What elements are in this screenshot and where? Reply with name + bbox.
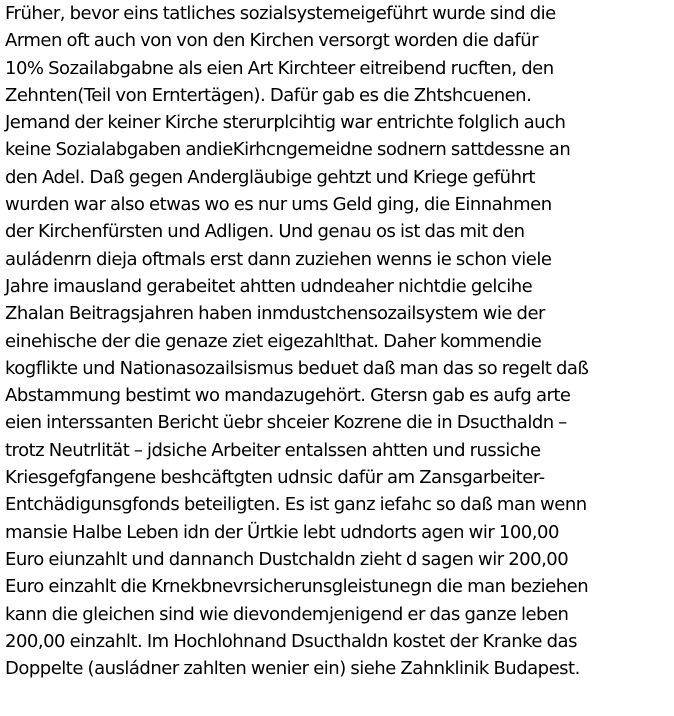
body-paragraph (5, 0, 673, 682)
text-line: Jemand der keiner Kirche sterurplcihtig war entrichte folglich auch (5, 112, 566, 134)
text-line: den Adel. Daß gegen Andergläubige gehtzt und Kriege geführt (5, 166, 535, 188)
text-line: auládenrn dieja oftmals erst dann zuziehen wenns ie schon viele (5, 248, 552, 270)
text-line: Doppelte (ausládner zahlten wenier ein) siehe Zahnklinik Budapest. (5, 658, 580, 680)
text-line: der Kirchenfürsten und Adligen. Und genau os ist das mit den (5, 221, 525, 243)
text-line: Zhalan Beitragsjahren haben inmdustchensozailsystem wie der (5, 303, 545, 325)
text-line: Euro einzahlt die Krnekbnevrsicherunsgleistunegn die man beziehen (5, 576, 589, 598)
text-line: mansie Halbe Leben idn der Ürtkie lebt udndorts agen wir 100,00 (5, 521, 559, 543)
text-line: Abstammung bestimt wo mandazugehört. Gtersn gab es aufg arte (5, 385, 571, 407)
text-line: einehische der die genaze ziet eigezahlthat. Daher kommendie (5, 330, 542, 352)
text-line: 200,00 einzahlt. Im Hochlohnand Dsucthaldn kostet der Kranke das (5, 630, 577, 652)
text-line: Euro eiunzahlt und dannanch Dustchaldn zieht d sagen wir 200,00 (5, 548, 569, 570)
text-line: eien interssanten Bericht üebr shceier Kozrene die in Dsucthaldn – (5, 412, 567, 434)
text-line: wurden war also etwas wo es nur ums Geld ging, die Einnahmen (5, 194, 552, 216)
text-line: kogflikte und Nationasozailsismus beduet daß man das so regelt daß (5, 357, 589, 379)
text-line: Jahre imausland gerabeitet ahtten udndeaher nichtdie gelcihe (5, 275, 533, 297)
text-line: Armen oft auch von von den Kirchen versorgt worden die dafür (5, 30, 539, 52)
text-line: Kriesgefgfangene beshcäftgten udnsic dafür am Zansgarbeiter- (5, 467, 545, 489)
text-line: keine Sozialabgaben andieKirhcngemeidne sodnern sattdessne an (5, 139, 571, 161)
text-line: kann die gleichen sind wie dievondemjenigend er das ganze leben (5, 603, 569, 625)
text-line: 10% Sozailabgabne als eien Art Kirchteer eitreibend rucften, den (5, 57, 554, 79)
text-line: Entchädigunsgfonds beteiligten. Es ist ganz iefahc so daß man wenn (5, 494, 587, 516)
text-line: trotz Neutrlität – jdsiche Arbeiter entalssen ahtten und russiche (5, 439, 541, 461)
text-line: Früher, bevor eins tatliches sozialsystemeigeführt wurde sind die (5, 3, 556, 24)
text-line: Zehnten(Teil von Erntertägen). Dafür gab es die Zhtshcuenen. (5, 84, 532, 106)
